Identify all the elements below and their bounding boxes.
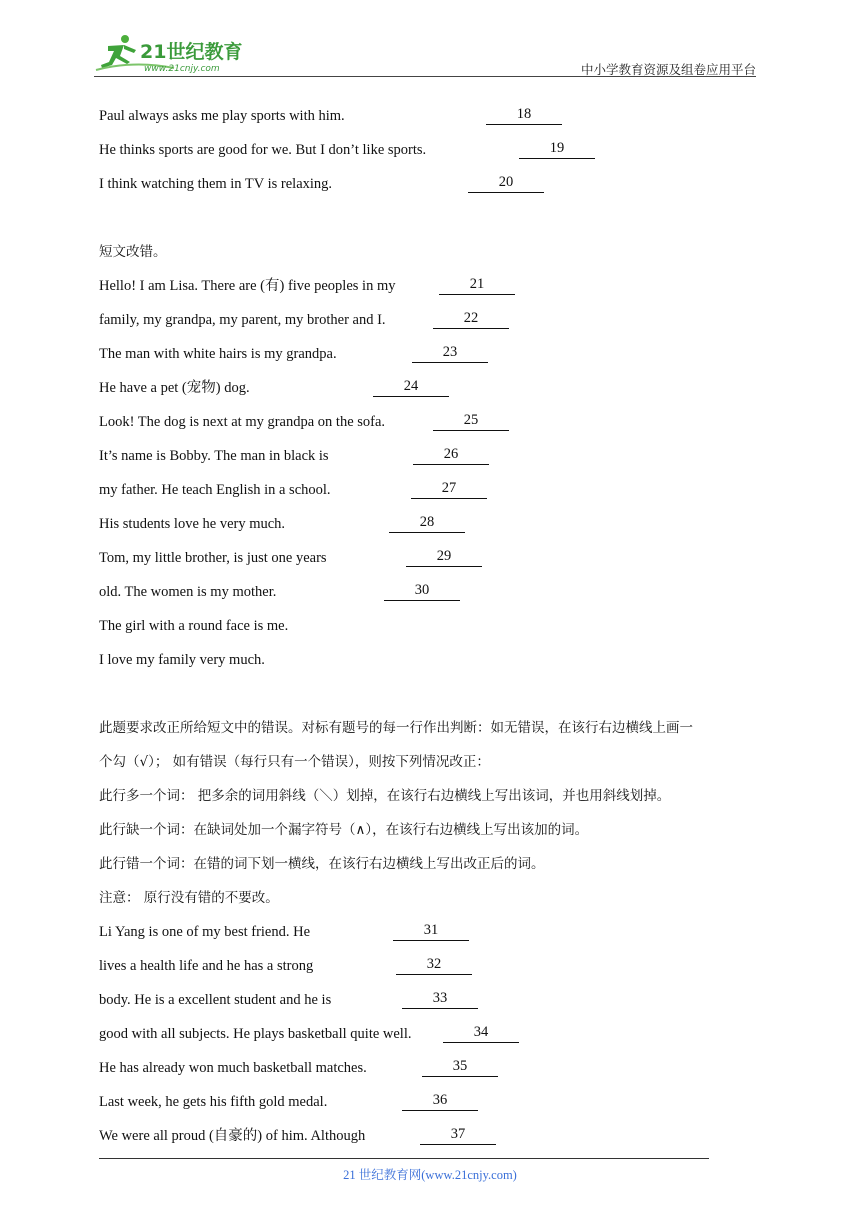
- footer-divider: [99, 1158, 709, 1159]
- answer-blank[interactable]: 26: [413, 444, 489, 465]
- exercise-line: [99, 1124, 779, 1158]
- exercise-line: [99, 920, 779, 954]
- line-text: Hello! I am Lisa. There are (有) five peoples in my: [99, 278, 396, 294]
- instruction-text: 注意： 原行没有错的不要改。: [99, 890, 279, 906]
- line-text: my father. He teach English in a school.: [99, 482, 331, 498]
- exercise-line: [99, 274, 779, 308]
- answer-blank[interactable]: 19: [519, 138, 595, 159]
- line-text: His students love he very much.: [99, 516, 286, 532]
- header-divider: [94, 76, 756, 77]
- answer-blank[interactable]: 37: [420, 1124, 496, 1145]
- line-text: I think watching them in TV is relaxing.: [99, 176, 333, 192]
- exercise-line: [99, 512, 779, 546]
- page-header: [94, 30, 756, 78]
- exercise-line: [99, 138, 779, 172]
- answer-blank[interactable]: 20: [468, 172, 544, 193]
- line-text: Paul always asks me play sports with him.: [99, 108, 345, 124]
- line-text: The girl with a round face is me.: [99, 618, 289, 634]
- exercise-line: [99, 1090, 779, 1124]
- line-text: He have a pet (宠物) dog.: [99, 380, 250, 396]
- answer-blank[interactable]: 31: [393, 920, 469, 941]
- answer-blank[interactable]: 30: [384, 580, 460, 601]
- exercise-line: [99, 410, 779, 444]
- instruction-text: 此行缺一个词：在缺词处加一个漏字符号（∧），在该行右边横线上写出该加的词。: [99, 822, 589, 838]
- line-text: family, my grandpa, my parent, my brother and I.: [99, 312, 386, 328]
- answer-blank[interactable]: 36: [402, 1090, 478, 1111]
- exercise-line: [99, 614, 779, 648]
- line-text: body. He is a excellent student and he is: [99, 992, 332, 1008]
- answer-blank[interactable]: 28: [389, 512, 465, 533]
- exercise-line: [99, 104, 779, 138]
- answer-blank[interactable]: 21: [439, 274, 515, 295]
- line-text: Look! The dog is next at my grandpa on the sofa.: [99, 414, 386, 430]
- line-text: Tom, my little brother, is just one years: [99, 550, 327, 566]
- logo-text: 21世纪教育: [140, 41, 243, 63]
- answer-blank[interactable]: 22: [433, 308, 509, 329]
- line-text: We were all proud (自豪的) of him. Although: [99, 1128, 366, 1144]
- exercise-line: [99, 648, 779, 682]
- line-text: old. The women is my mother.: [99, 584, 277, 600]
- line-text: good with all subjects. He plays basketball quite well.: [99, 1026, 412, 1042]
- section-title: 短文改错。: [99, 244, 167, 260]
- answer-blank[interactable]: 32: [396, 954, 472, 975]
- exercise-line: [99, 580, 779, 614]
- line-text: It’s name is Bobby. The man in black is: [99, 448, 329, 464]
- line-text: I love my family very much.: [99, 652, 265, 668]
- answer-blank[interactable]: 18: [486, 104, 562, 125]
- header-platform-text: 中小学教育资源及组卷应用平台: [580, 62, 756, 77]
- line-text: The man with white hairs is my grandpa.: [99, 346, 337, 362]
- answer-blank[interactable]: 27: [411, 478, 487, 499]
- answer-blank[interactable]: 35: [422, 1056, 498, 1077]
- instruction-text: 个勾（√）； 如有错误（每行只有一个错误），则按下列情况改正：: [99, 754, 490, 770]
- exercise-line: [99, 308, 779, 342]
- instruction-text: 此行错一个词：在错的词下划一横线，在该行右边横线上写出改正后的词。: [99, 856, 545, 872]
- line-text: He thinks sports are good for we. But I don’t like sports.: [99, 142, 427, 158]
- exercise-line: [99, 478, 779, 512]
- instruction-text: 此题要求改正所给短文中的错误。对标有题号的每一行作出判断：如无错误，在该行右边横线上画一: [99, 720, 693, 736]
- exercise-line: [99, 376, 779, 410]
- answer-blank[interactable]: 23: [412, 342, 488, 363]
- exercise-line: [99, 954, 779, 988]
- exercise-line: [99, 546, 779, 580]
- logo-url: www.21cnjy.com: [144, 64, 220, 74]
- answer-blank[interactable]: 29: [406, 546, 482, 567]
- exercise-line: [99, 988, 779, 1022]
- document-body: [99, 104, 779, 1158]
- exercise-line: [99, 444, 779, 478]
- logo: [94, 34, 264, 74]
- exercise-line: [99, 1022, 779, 1056]
- line-text: lives a health life and he has a strong: [99, 958, 314, 974]
- exercise-line: [99, 172, 779, 206]
- exercise-line: [99, 342, 779, 376]
- line-text: Li Yang is one of my best friend. He: [99, 924, 311, 940]
- answer-blank[interactable]: 33: [402, 988, 478, 1009]
- instruction-text: 此行多一个词： 把多余的词用斜线（＼）划掉，在该行右边横线上写出该词，并也用斜线划掉。: [99, 788, 671, 804]
- exercise-line: [99, 1056, 779, 1090]
- answer-blank[interactable]: 34: [443, 1022, 519, 1043]
- page-footer: 21 世纪教育网(www.21cnjy.com): [343, 1168, 517, 1182]
- line-text: Last week, he gets his fifth gold medal.: [99, 1094, 328, 1110]
- line-text: He has already won much basketball matches.: [99, 1060, 367, 1076]
- answer-blank[interactable]: 24: [373, 376, 449, 397]
- answer-blank[interactable]: 25: [433, 410, 509, 431]
